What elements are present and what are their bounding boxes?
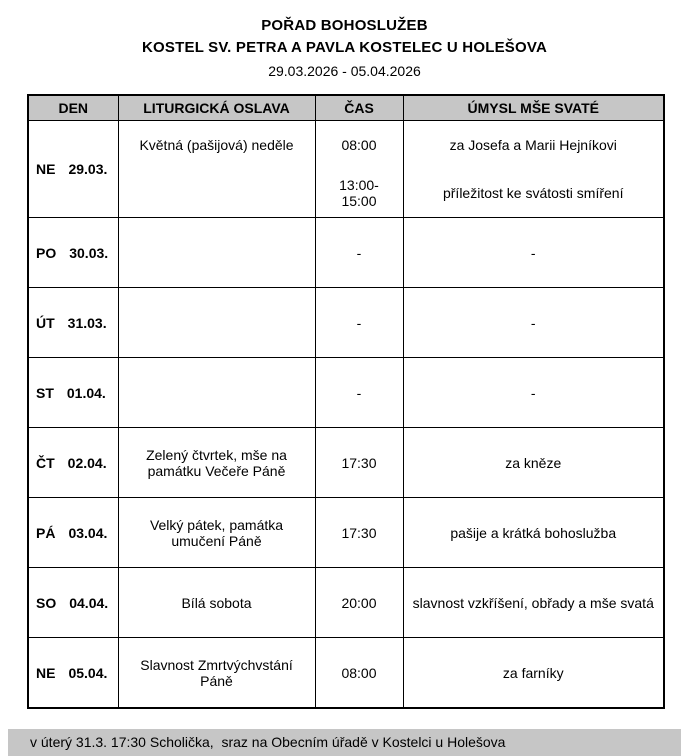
day-abbrev: NE [36, 664, 56, 681]
table-row [28, 428, 664, 498]
table-row [28, 498, 664, 568]
col-header-cas: ČAS [315, 95, 403, 121]
intention-line: za Josefa a Marii Hejníkovi [449, 137, 617, 153]
intention-cell: za farníky [403, 638, 664, 709]
time-cell: 08:00 [315, 638, 403, 709]
day-date: 30.03. [69, 244, 109, 261]
schedule-table [27, 94, 665, 709]
day-date: 31.03. [67, 314, 107, 331]
col-header-umysl: ÚMYSL MŠE SVATÉ [403, 95, 664, 121]
day-cell [28, 218, 118, 288]
celebration-cell [118, 121, 315, 218]
footer-note: v úterý 31.3. 17:30 Scholička, sraz na Obecním úřadě v Kostelci u Holešova [8, 729, 681, 756]
celebration-cell: Bílá sobota [118, 568, 315, 638]
day-cell [28, 638, 118, 709]
day-abbrev: ÚT [36, 314, 55, 331]
time-line: 08:00 [341, 137, 377, 153]
day-date: 29.03. [68, 161, 108, 177]
celebration-line [119, 169, 315, 217]
intention-cell: za kněze [403, 428, 664, 498]
col-header-liturgicka-oslava: LITURGICKÁ OSLAVA [118, 95, 315, 121]
day-date: 02.04. [67, 454, 107, 471]
celebration-cell: Slavnost Zmrtvýchvstání Páně [118, 638, 315, 709]
time-line: 13:00-15:00 [339, 177, 379, 209]
day-date: 03.04. [68, 524, 108, 541]
table-header-row [28, 95, 664, 121]
intention-cell: - [403, 218, 664, 288]
intention-line: příležitost ke svátosti smíření [442, 185, 624, 201]
day-cell [28, 288, 118, 358]
celebration-cell: Zelený čtvrtek, mše na památku Večeře Páně [118, 428, 315, 498]
day-abbrev: PÁ [36, 524, 56, 541]
table-row [28, 358, 664, 428]
time-cell [315, 121, 403, 218]
intention-cell: - [403, 288, 664, 358]
day-abbrev: NE [36, 161, 56, 177]
day-abbrev: PO [36, 244, 57, 261]
time-cell: - [315, 358, 403, 428]
table-row [28, 568, 664, 638]
intention-cell [403, 121, 664, 218]
col-header-den: DEN [28, 95, 118, 121]
page-subtitle: KOSTEL SV. PETRA A PAVLA KOSTELEC U HOLEŠOVA [142, 39, 547, 56]
day-cell [28, 358, 118, 428]
celebration-cell [118, 218, 315, 288]
day-date: 05.04. [68, 664, 108, 681]
day-abbrev: SO [36, 594, 57, 611]
time-cell: 20:00 [315, 568, 403, 638]
schedule-table-wrap [27, 94, 663, 709]
document-header [0, 0, 689, 79]
table-row [28, 288, 664, 358]
time-cell: - [315, 218, 403, 288]
date-range: 29.03.2026 - 05.04.2026 [268, 63, 421, 79]
table-row [28, 121, 664, 218]
day-cell [28, 498, 118, 568]
celebration-cell [118, 358, 315, 428]
intention-cell: pašije a krátká bohoslužba [403, 498, 664, 568]
day-cell [28, 568, 118, 638]
day-date: 01.04. [66, 384, 106, 401]
table-row [28, 218, 664, 288]
day-abbrev: ST [36, 384, 54, 401]
celebration-cell: Velký pátek, památka umučení Páně [118, 498, 315, 568]
table-row [28, 638, 664, 709]
celebration-cell [118, 288, 315, 358]
time-cell: 17:30 [315, 498, 403, 568]
intention-cell: slavnost vzkříšení, obřady a mše svatá [403, 568, 664, 638]
page-title: POŘAD BOHOSLUŽEB [261, 17, 428, 34]
day-date: 04.04. [69, 594, 109, 611]
day-abbrev: ČT [36, 454, 55, 471]
celebration-line: Květná (pašijová) neděle [139, 137, 294, 153]
day-cell [28, 428, 118, 498]
day-cell [28, 121, 118, 218]
intention-cell: - [403, 358, 664, 428]
time-cell: - [315, 288, 403, 358]
time-cell: 17:30 [315, 428, 403, 498]
